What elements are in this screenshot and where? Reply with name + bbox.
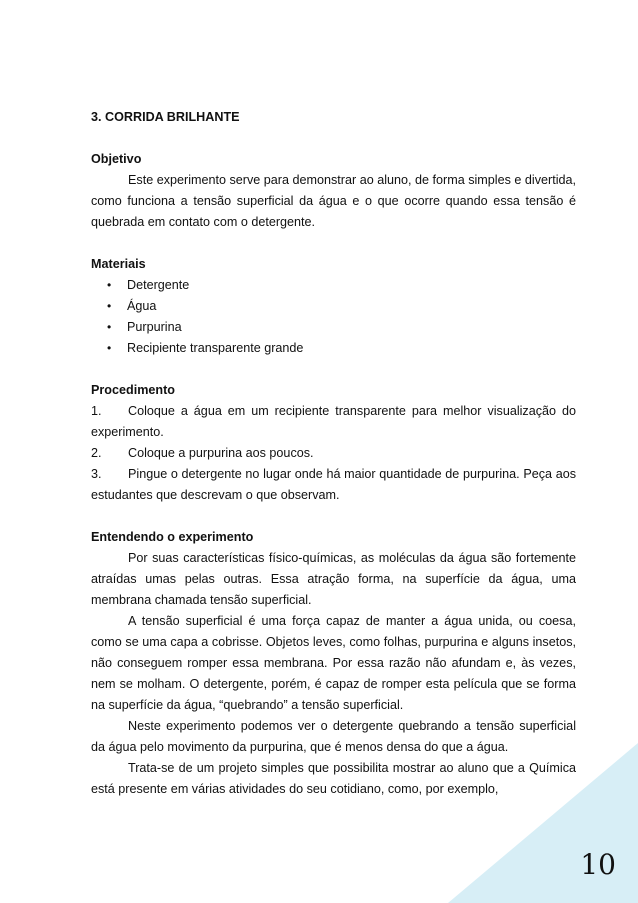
body-paragraph: Trata-se de um projeto simples que possibilita mostrar ao aluno que a Química está presente em várias atividades do seu cotidiano, como, por exemplo, [91,761,576,796]
body-paragraph: Neste experimento podemos ver o detergente quebrando a tensão superficial da água pelo movimento da purpurina, que é menos densa do que a água. [91,719,576,754]
list-item: 2. Coloque a purpurina aos poucos. [91,446,314,460]
body-paragraph: A tensão superficial é uma força capaz de manter a água unida, ou coesa, como se uma capa a cobrisse. Objetos leves, como folhas, purpurina e alguns insetos, não conseguem romper essa membrana. Por essa razão não afundam e, às vezes, nem se molham. O detergente, porém, é capaz de romper esta película que se forma na superfície da água, “quebrando” a tensão superficial. [91,614,576,712]
entendendo-heading: Entendendo o experimento [91,530,254,544]
page-content [91,107,576,800]
list-item: • Purpurina [91,317,576,338]
materiais-heading: Materiais [91,257,146,271]
bullet-icon: • [107,278,112,292]
list-item: 1. Coloque a água em um recipiente transparente para melhor visualização do experimento. [91,404,576,439]
list-item: 3. Pingue o detergente no lugar onde há maior quantidade de purpurina. Peça aos estudantes que descrevam o que observam. [91,467,576,502]
bullet-icon: • [107,320,112,334]
materiais-list [91,275,576,359]
page-number: 10 [580,848,616,881]
list-item: • Água [91,296,576,317]
procedimento-list [91,401,576,506]
section-title: 3. CORRIDA BRILHANTE [91,110,240,124]
bullet-icon: • [107,341,112,355]
body-paragraph: Por suas características físico-químicas, as moléculas da água são fortemente atraídas umas pelas outras. Essa atração forma, na superfície da água, uma membrana chamada tensão superficial. [91,551,576,607]
list-item: • Detergente [91,275,576,296]
procedimento-heading: Procedimento [91,383,175,397]
bullet-icon: • [107,299,112,313]
objetivo-heading: Objetivo [91,152,142,166]
objetivo-text: Este experimento serve para demonstrar ao aluno, de forma simples e divertida, como funciona a tensão superficial da água e o que ocorre quando essa tensão é quebrada em contato com o detergente. [91,173,577,229]
list-item: • Recipiente transparente grande [91,338,576,359]
